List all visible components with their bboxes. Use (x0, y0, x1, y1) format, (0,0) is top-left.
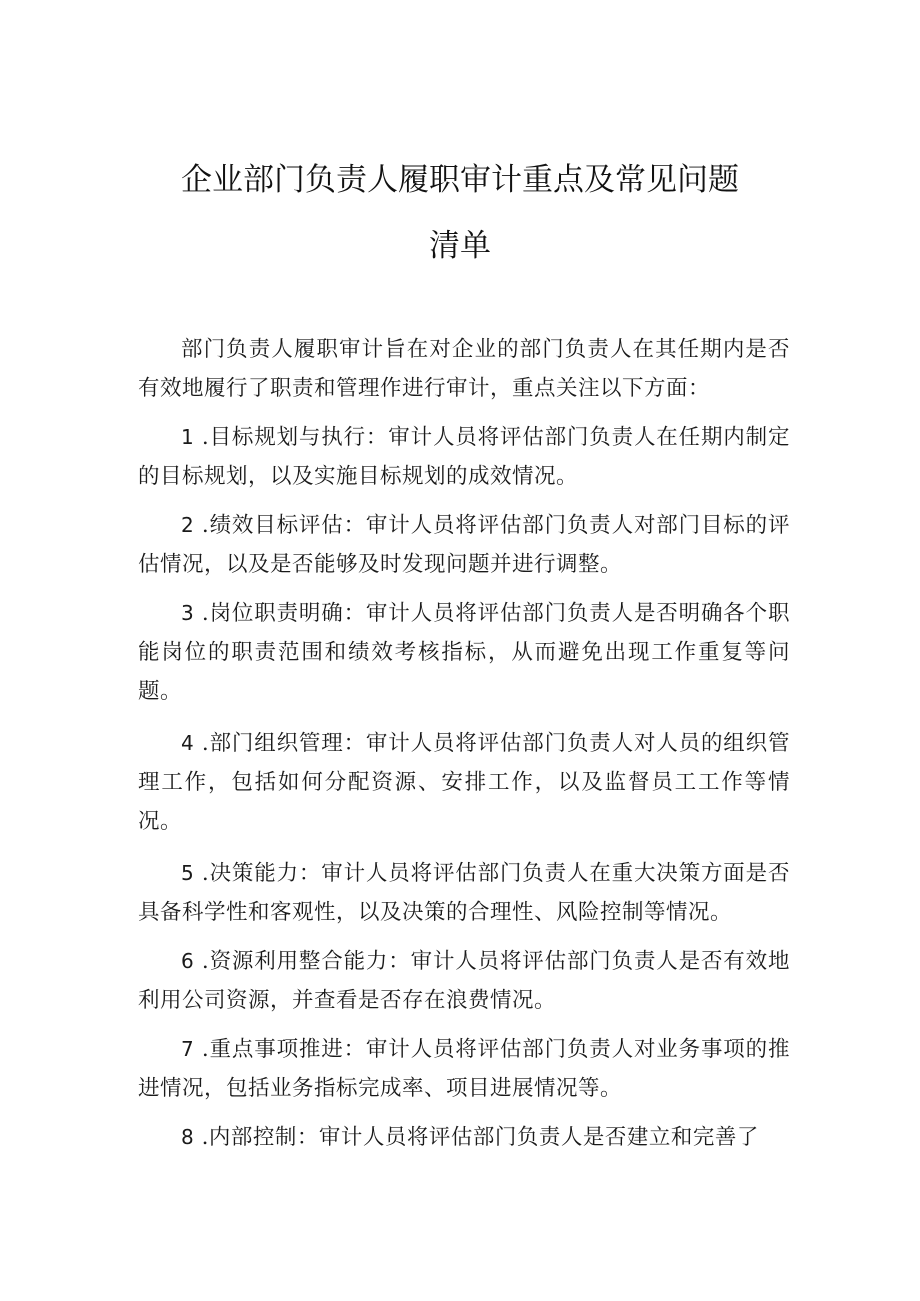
list-item-number: 1 (181, 425, 195, 449)
list-item-4 (138, 724, 790, 841)
list-item-5 (138, 854, 790, 932)
list-item-text: .部门组织管理：审计人员将评估部门负责人对人员的组织管理工作，包括如何分配资源、安排工作，以及监督员工工作等情况。 (138, 731, 790, 834)
intro-paragraph: 部门负责人履职审计旨在对企业的部门负责人在其任期内是否有效地履行了职责和管理作进行审计，重点关注以下方面： (138, 337, 790, 401)
list-item-number: 7 (181, 1037, 195, 1061)
list-item-number: 6 (181, 949, 195, 973)
list-item-number: 3 (181, 601, 195, 625)
list-item-6 (138, 942, 790, 1020)
list-item-text: .决策能力：审计人员将评估部门负责人在重大决策方面是否具备科学性和客观性，以及决策的合理性、风险控制等情况。 (138, 861, 790, 925)
document-title-line-2: 清单 (429, 228, 491, 264)
list-item-text: .内部控制：审计人员将评估部门负责人是否建立和完善了 (201, 1125, 759, 1150)
list-item-text: .重点事项推进：审计人员将评估部门负责人对业务事项的推进情况，包括业务指标完成率、项目进展情况等。 (138, 1037, 790, 1101)
document-title-line-1: 企业部门负责人履职审计重点及常见问题 (181, 162, 739, 198)
list-item-number: 8 (181, 1125, 195, 1149)
list-item-3 (138, 594, 790, 711)
list-item-7 (138, 1030, 790, 1108)
list-item-number: 5 (181, 861, 195, 885)
list-item-text: .资源利用整合能力：审计人员将评估部门负责人是否有效地利用公司资源，并查看是否存在浪费情况。 (138, 949, 790, 1013)
list-item-text: .岗位职责明确：审计人员将评估部门负责人是否明确各个职能岗位的职责范围和绩效考核指标，从而避免出现工作重复等问题。 (138, 601, 790, 704)
list-item-number: 4 (181, 731, 195, 755)
list-item-text: .绩效目标评估：审计人员将评估部门负责人对部门目标的评估情况，以及是否能够及时发现问题并进行调整。 (138, 513, 790, 577)
list-item-1 (138, 418, 790, 496)
list-item-8 (138, 1118, 790, 1157)
list-item-number: 2 (181, 513, 195, 537)
list-item-2 (138, 506, 790, 584)
list-item-text: .目标规划与执行：审计人员将评估部门负责人在任期内制定的目标规划，以及实施目标规划的成效情况。 (138, 425, 790, 489)
